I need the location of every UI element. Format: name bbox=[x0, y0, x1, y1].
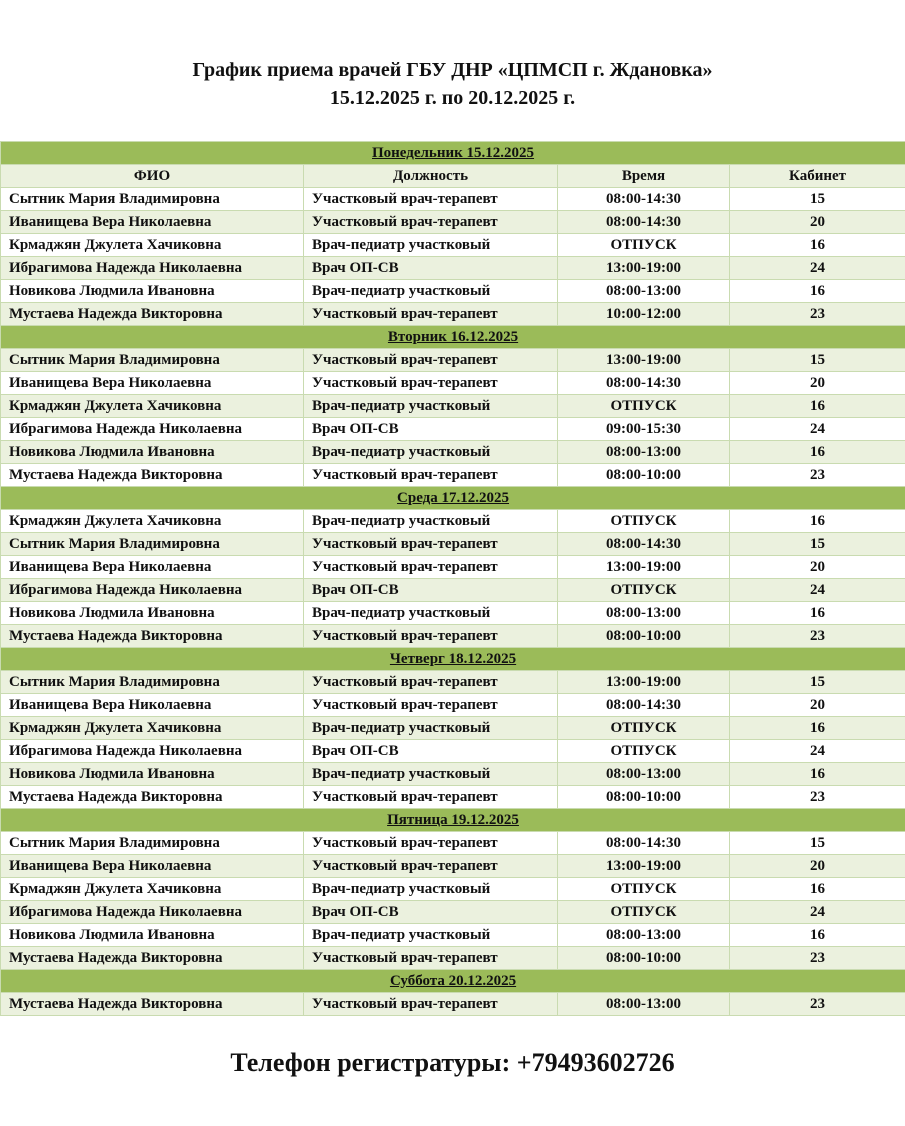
document-title: График приема врачей ГБУ ДНР «ЦПМСП г. Ждановка» bbox=[192, 59, 713, 81]
doctor-position: Участковый врач-терапевт bbox=[304, 786, 558, 809]
doctor-position: Участковый врач-терапевт bbox=[304, 993, 558, 1016]
reception-time: 13:00-19:00 bbox=[558, 556, 730, 579]
room-number: 24 bbox=[730, 901, 905, 924]
doctor-position: Врач-педиатр участковый bbox=[304, 717, 558, 740]
reception-time: 08:00-13:00 bbox=[558, 280, 730, 303]
room-number: 16 bbox=[730, 234, 905, 257]
table-row bbox=[1, 510, 905, 533]
doctor-position: Врач-педиатр участковый bbox=[304, 602, 558, 625]
room-number: 24 bbox=[730, 257, 905, 280]
doctor-name: Сытник Мария Владимировна bbox=[1, 671, 304, 694]
doctor-position: Участковый врач-терапевт bbox=[304, 533, 558, 556]
doctor-name: Иванищева Вера Николаевна bbox=[1, 855, 304, 878]
table-row bbox=[1, 832, 905, 855]
doctor-position: Участковый врач-терапевт bbox=[304, 464, 558, 487]
room-number: 20 bbox=[730, 855, 905, 878]
doctor-position: Врач ОП-СВ bbox=[304, 257, 558, 280]
doctor-name: Мустаева Надежда Викторовна bbox=[1, 947, 304, 970]
doctor-position: Участковый врач-терапевт bbox=[304, 372, 558, 395]
doctor-position: Участковый врач-терапевт bbox=[304, 855, 558, 878]
reception-time: 08:00-10:00 bbox=[558, 464, 730, 487]
table-row bbox=[1, 740, 905, 763]
reception-time: ОТПУСК bbox=[558, 901, 730, 924]
reception-time: 08:00-10:00 bbox=[558, 786, 730, 809]
reception-time: 08:00-10:00 bbox=[558, 625, 730, 648]
room-number: 15 bbox=[730, 671, 905, 694]
day-header-row bbox=[1, 970, 905, 993]
table-row bbox=[1, 441, 905, 464]
doctor-name: Крмаджян Джулета Хачиковна bbox=[1, 395, 304, 418]
room-number: 15 bbox=[730, 349, 905, 372]
reception-time: 08:00-14:30 bbox=[558, 694, 730, 717]
table-row bbox=[1, 579, 905, 602]
room-number: 20 bbox=[730, 211, 905, 234]
day-header: Четверг 18.12.2025 bbox=[1, 648, 905, 671]
day-header-row bbox=[1, 326, 905, 349]
doctor-position: Участковый врач-терапевт bbox=[304, 556, 558, 579]
table-row bbox=[1, 464, 905, 487]
doctor-position: Врач-педиатр участковый bbox=[304, 924, 558, 947]
reception-time: 08:00-14:30 bbox=[558, 533, 730, 556]
doctor-position: Участковый врач-терапевт bbox=[304, 188, 558, 211]
room-number: 23 bbox=[730, 947, 905, 970]
room-number: 15 bbox=[730, 188, 905, 211]
room-number: 16 bbox=[730, 717, 905, 740]
column-header: Время bbox=[558, 165, 730, 188]
doctor-name: Крмаджян Джулета Хачиковна bbox=[1, 878, 304, 901]
reception-time: ОТПУСК bbox=[558, 717, 730, 740]
doctor-name: Сытник Мария Владимировна bbox=[1, 832, 304, 855]
table-row bbox=[1, 947, 905, 970]
reception-time: ОТПУСК bbox=[558, 234, 730, 257]
table-row bbox=[1, 257, 905, 280]
column-header-row bbox=[1, 165, 905, 188]
room-number: 16 bbox=[730, 924, 905, 947]
room-number: 15 bbox=[730, 533, 905, 556]
room-number: 23 bbox=[730, 993, 905, 1016]
room-number: 20 bbox=[730, 556, 905, 579]
reception-time: ОТПУСК bbox=[558, 878, 730, 901]
table-row bbox=[1, 855, 905, 878]
document-date-range: 15.12.2025 г. по 20.12.2025 г. bbox=[329, 87, 576, 109]
doctor-position: Врач ОП-СВ bbox=[304, 740, 558, 763]
reception-time: ОТПУСК bbox=[558, 579, 730, 602]
room-number: 20 bbox=[730, 694, 905, 717]
reception-time: 08:00-14:30 bbox=[558, 188, 730, 211]
room-number: 24 bbox=[730, 740, 905, 763]
room-number: 16 bbox=[730, 763, 905, 786]
doctor-name: Ибрагимова Надежда Николаевна bbox=[1, 418, 304, 441]
reception-time: 13:00-19:00 bbox=[558, 855, 730, 878]
room-number: 23 bbox=[730, 464, 905, 487]
reception-time: ОТПУСК bbox=[558, 740, 730, 763]
doctor-name: Мустаева Надежда Викторовна bbox=[1, 993, 304, 1016]
doctor-name: Новикова Людмила Ивановна bbox=[1, 924, 304, 947]
doctor-name: Новикова Людмила Ивановна bbox=[1, 441, 304, 464]
table-row bbox=[1, 234, 905, 257]
room-number: 15 bbox=[730, 832, 905, 855]
doctor-position: Врач-педиатр участковый bbox=[304, 395, 558, 418]
doctor-name: Иванищева Вера Николаевна bbox=[1, 694, 304, 717]
table-row bbox=[1, 349, 905, 372]
doctor-name: Сытник Мария Владимировна bbox=[1, 188, 304, 211]
reception-time: 09:00-15:30 bbox=[558, 418, 730, 441]
doctor-position: Врач-педиатр участковый bbox=[304, 234, 558, 257]
doctor-position: Врач-педиатр участковый bbox=[304, 280, 558, 303]
table-row bbox=[1, 280, 905, 303]
doctor-name: Крмаджян Джулета Хачиковна bbox=[1, 717, 304, 740]
doctor-name: Мустаева Надежда Викторовна bbox=[1, 625, 304, 648]
day-header-row bbox=[1, 142, 905, 165]
reception-time: 08:00-14:30 bbox=[558, 832, 730, 855]
table-row bbox=[1, 556, 905, 579]
doctor-name: Новикова Людмила Ивановна bbox=[1, 763, 304, 786]
table-row bbox=[1, 418, 905, 441]
room-number: 24 bbox=[730, 418, 905, 441]
reception-time: 08:00-10:00 bbox=[558, 947, 730, 970]
day-header: Среда 17.12.2025 bbox=[1, 487, 905, 510]
doctor-position: Врач-педиатр участковый bbox=[304, 510, 558, 533]
day-header: Пятница 19.12.2025 bbox=[1, 809, 905, 832]
doctor-name: Ибрагимова Надежда Николаевна bbox=[1, 740, 304, 763]
reception-time: 08:00-14:30 bbox=[558, 372, 730, 395]
reception-time: 13:00-19:00 bbox=[558, 349, 730, 372]
doctor-position: Врач ОП-СВ bbox=[304, 418, 558, 441]
room-number: 16 bbox=[730, 441, 905, 464]
room-number: 16 bbox=[730, 878, 905, 901]
room-number: 16 bbox=[730, 280, 905, 303]
reception-time: 13:00-19:00 bbox=[558, 257, 730, 280]
doctor-name: Сытник Мария Владимировна bbox=[1, 349, 304, 372]
day-header-row bbox=[1, 809, 905, 832]
reception-time: 13:00-19:00 bbox=[558, 671, 730, 694]
table-row bbox=[1, 901, 905, 924]
doctor-position: Участковый врач-терапевт bbox=[304, 211, 558, 234]
reception-time: 08:00-13:00 bbox=[558, 441, 730, 464]
reception-time: ОТПУСК bbox=[558, 395, 730, 418]
doctor-name: Ибрагимова Надежда Николаевна bbox=[1, 579, 304, 602]
doctor-name: Иванищева Вера Николаевна bbox=[1, 556, 304, 579]
doctor-position: Участковый врач-терапевт bbox=[304, 625, 558, 648]
table-row bbox=[1, 602, 905, 625]
table-row bbox=[1, 303, 905, 326]
reception-time: 08:00-13:00 bbox=[558, 763, 730, 786]
room-number: 23 bbox=[730, 303, 905, 326]
doctor-position: Участковый врач-терапевт bbox=[304, 349, 558, 372]
table-row bbox=[1, 395, 905, 418]
room-number: 23 bbox=[730, 786, 905, 809]
room-number: 23 bbox=[730, 625, 905, 648]
day-header-row bbox=[1, 648, 905, 671]
doctor-name: Ибрагимова Надежда Николаевна bbox=[1, 901, 304, 924]
day-header: Вторник 16.12.2025 bbox=[1, 326, 905, 349]
table-row bbox=[1, 625, 905, 648]
column-header: Кабинет bbox=[730, 165, 905, 188]
table-row bbox=[1, 924, 905, 947]
doctor-position: Врач ОП-СВ bbox=[304, 579, 558, 602]
day-header: Суббота 20.12.2025 bbox=[1, 970, 905, 993]
doctor-name: Новикова Людмила Ивановна bbox=[1, 602, 304, 625]
day-header: Понедельник 15.12.2025 bbox=[1, 142, 905, 165]
registry-phone: Телефон регистратуры: +79493602726 bbox=[230, 1048, 675, 1077]
doctor-position: Врач-педиатр участковый bbox=[304, 763, 558, 786]
doctor-position: Участковый врач-терапевт bbox=[304, 694, 558, 717]
day-header-row bbox=[1, 487, 905, 510]
table-row bbox=[1, 694, 905, 717]
table-row bbox=[1, 671, 905, 694]
table-row bbox=[1, 786, 905, 809]
table-row bbox=[1, 188, 905, 211]
doctor-name: Ибрагимова Надежда Николаевна bbox=[1, 257, 304, 280]
doctor-position: Врач ОП-СВ bbox=[304, 901, 558, 924]
reception-time: 08:00-13:00 bbox=[558, 993, 730, 1016]
doctor-name: Сытник Мария Владимировна bbox=[1, 533, 304, 556]
doctor-name: Иванищева Вера Николаевна bbox=[1, 372, 304, 395]
reception-time: 08:00-13:00 bbox=[558, 602, 730, 625]
doctor-name: Мустаева Надежда Викторовна bbox=[1, 786, 304, 809]
column-header: ФИО bbox=[1, 165, 304, 188]
room-number: 20 bbox=[730, 372, 905, 395]
doctor-position: Врач-педиатр участковый bbox=[304, 441, 558, 464]
room-number: 16 bbox=[730, 602, 905, 625]
room-number: 24 bbox=[730, 579, 905, 602]
reception-time: 10:00-12:00 bbox=[558, 303, 730, 326]
doctor-position: Участковый врач-терапевт bbox=[304, 947, 558, 970]
table-row bbox=[1, 717, 905, 740]
doctor-name: Новикова Людмила Ивановна bbox=[1, 280, 304, 303]
doctor-position: Участковый врач-терапевт bbox=[304, 303, 558, 326]
doctor-position: Участковый врач-терапевт bbox=[304, 671, 558, 694]
schedule-table bbox=[0, 141, 905, 1016]
doctor-position: Участковый врач-терапевт bbox=[304, 832, 558, 855]
room-number: 16 bbox=[730, 510, 905, 533]
doctor-position: Врач-педиатр участковый bbox=[304, 878, 558, 901]
doctor-name: Мустаева Надежда Викторовна bbox=[1, 464, 304, 487]
doctor-name: Крмаджян Джулета Хачиковна bbox=[1, 510, 304, 533]
reception-time: 08:00-13:00 bbox=[558, 924, 730, 947]
doctor-name: Иванищева Вера Николаевна bbox=[1, 211, 304, 234]
table-row bbox=[1, 763, 905, 786]
doctor-name: Мустаева Надежда Викторовна bbox=[1, 303, 304, 326]
table-row bbox=[1, 211, 905, 234]
doctor-name: Крмаджян Джулета Хачиковна bbox=[1, 234, 304, 257]
table-row bbox=[1, 878, 905, 901]
reception-time: ОТПУСК bbox=[558, 510, 730, 533]
table-row bbox=[1, 533, 905, 556]
reception-time: 08:00-14:30 bbox=[558, 211, 730, 234]
table-row bbox=[1, 372, 905, 395]
table-row bbox=[1, 993, 905, 1016]
column-header: Должность bbox=[304, 165, 558, 188]
room-number: 16 bbox=[730, 395, 905, 418]
